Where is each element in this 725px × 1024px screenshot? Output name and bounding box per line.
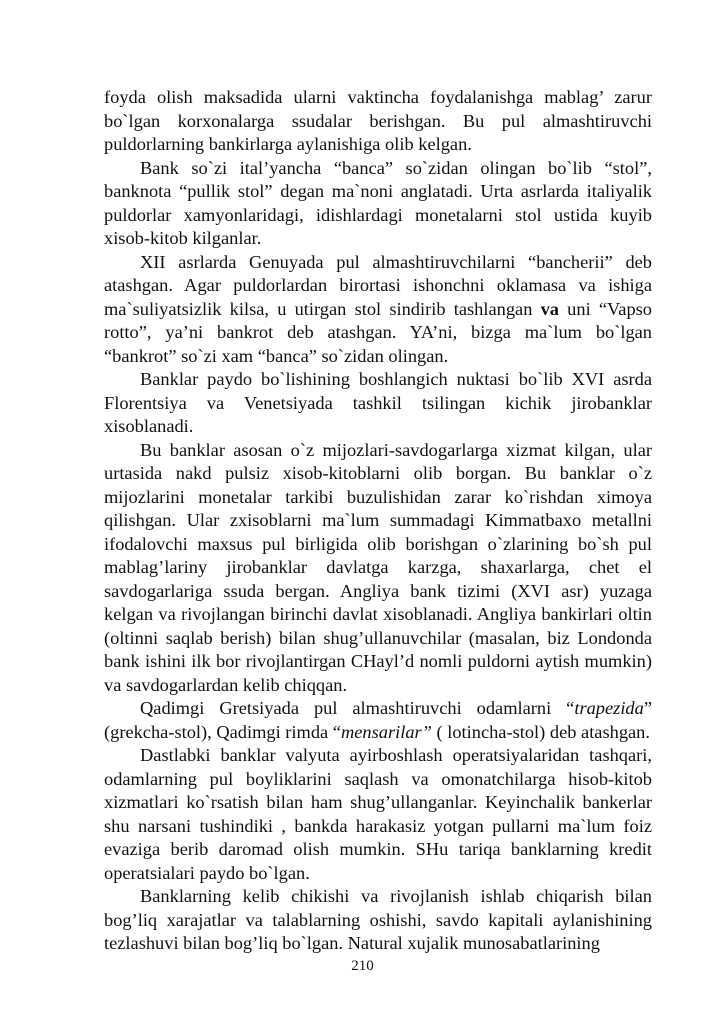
paragraph-3 [104, 251, 652, 369]
paragraph-3-bold-word: va [540, 298, 559, 319]
paragraph-2: Bank so`zi ital’yancha “banca” so`zidan olingan bo`lib “stol”, banknota “pullik stol” degan ma`noni anglatadi. Urta asrlarda italiyalik puldorlar xamyonlaridagi, idishlardagi monetalarni stol ustida kuyib xisob-kitob kilganlar. [104, 157, 652, 248]
paragraph-8: Banklarning kelib chikishi va rivojlanish ishlab chiqarish bilan bog’liq xarajatlar va talablarning oshishi, savdo kapitali aylanishining tezlashuvi bilan bog’liq bo`lgan. Natural xujalik munosabatlarining [104, 886, 652, 953]
paragraph-7: Dastlabki banklar valyuta ayirboshlash operatsiyalaridan tashqari, odamlarning pul boyliklarini saqlash va omonatchilarga hisob-kitob xizmatlari ko`rsatish bilan ham shug’ullanganlar. Keyinchalik bankerlar shu narsani tushindiki , bankda harakasiz yotgan pullarni ma`lum foiz evaziga berib daromad olish mumkin. SHu tariqa banklarning kredit operatsialari paydo bo`lgan. [104, 745, 652, 883]
paragraph-3-part-1: XII asrlarda Genuyada pul almashtiruvchilarni “bancherii” deb atashgan. Agar puldorlardan birortasi ishonchni oklamasa va ishiga ma`suliyatsizlik kilsa, u utirgan stol sindirib tashlangan [104, 251, 652, 319]
paragraph-5: Bu banklar asosan o`z mijozlari-savdogarlarga xizmat kilgan, ular urtasida nakd pulsiz xisob-kitoblarni olib borgan. Bu banklar o`z mijozlarini monetalar tarkibi buzulishidan zarar ko`rishdan ximoya qilishgan. Ular zxisoblarni ma`lum summadagi Kimmatbaxo metallni ifodalovchi maxsus pul birligida olib borishgan o`zlarining bo`sh pul mablag’lariny jirobanklar davlatga karzga, shaxarlarga, chet el savdogarlariga ssuda bergan. Angliya bank tizimi (XVI asr) yuzaga kelgan va rivojlangan birinchi davlat xisoblanadi. Angliya bankirlari oltin (oltinni saqlab berish) bilan shug’ullanuvchilar (masalan, biz Londonda bank ishini ilk bor rivojlantirgan CHayl’d nomli puldorni aytish mumkin) va savdogarlardan kelib chiqqan. [104, 439, 652, 695]
paragraph-4: Banklar paydo bo`lishining boshlangich nuktasi bo`lib XVI asrda Florentsiya va Venetsiyada tashkil tsilingan kichik jirobanklar xisoblanadi. [104, 369, 652, 436]
paragraph-6 [104, 697, 652, 744]
paragraph-1: foyda olish maksadida ularni vaktincha foydalanishga mablag’ zarur bo`lgan korxonalarga ssudalar berishgan. Bu pul almashtiruvchi puldorlarning bankirlarga aylanishiga olib kelgan. [104, 87, 652, 154]
page-number: 210 [351, 958, 374, 974]
document-page [104, 86, 652, 956]
paragraph-6-part-2: ” (grekcha-stol), Qadimgi rimda “ [104, 698, 652, 742]
paragraph-6-part-1: Qadimgi Gretsiyada pul almashtiruvchi odamlarni “ [140, 698, 575, 718]
paragraph-3-part-2: uni “Vapso rotto”, ya’ni bankrot deb atashgan. YA’ni, bizga ma`lum bo`lgan “bankrot” so`zi xam “banca” so`zidan olingan. [104, 298, 653, 366]
paragraph-6-italic-mensarilar: mensarilar” [340, 721, 432, 742]
paragraph-6-italic-trapezida: trapezida [574, 698, 644, 718]
paragraph-6-part-3: ( lotincha-stol) deb atashgan. [431, 721, 650, 742]
